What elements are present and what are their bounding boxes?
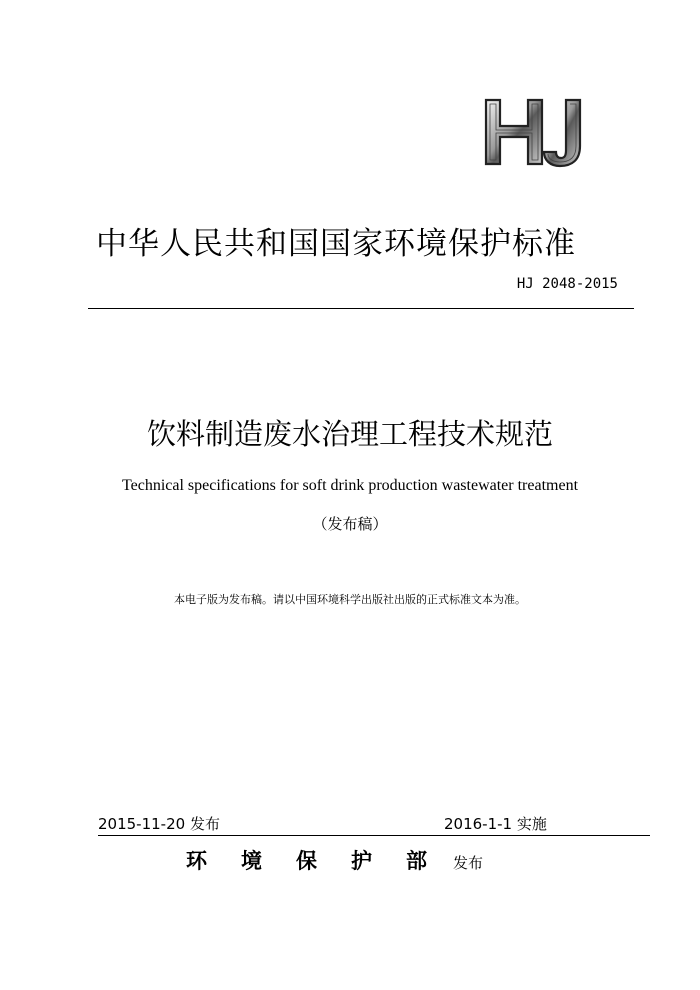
document-title: 饮料制造废水治理工程技术规范 (146, 417, 553, 451)
implementation-date: 2016-1-1 实施 (444, 815, 547, 833)
document-note: 本电子版为发布稿。请以中国环境科学出版社出版的正式标准文本为准。 (174, 593, 526, 606)
hj-logo-graphic (482, 96, 602, 168)
standard-title: 中华人民共和国国家环境保护标准 (96, 226, 576, 262)
publisher (186, 845, 483, 875)
document-status: （发布稿） (312, 515, 388, 533)
divider-bottom (98, 835, 650, 836)
publisher-suffix: 发布 (453, 854, 484, 872)
issue-date: 2015-11-20 发布 (98, 815, 220, 833)
standard-code: HJ 2048-2015 (516, 276, 618, 292)
divider-top (88, 308, 634, 309)
publisher-name: 环境保护部 (186, 848, 461, 873)
hj-logo (482, 96, 602, 168)
document-title-english: Technical specifications for soft drink production wastewater treatment (121, 477, 579, 494)
